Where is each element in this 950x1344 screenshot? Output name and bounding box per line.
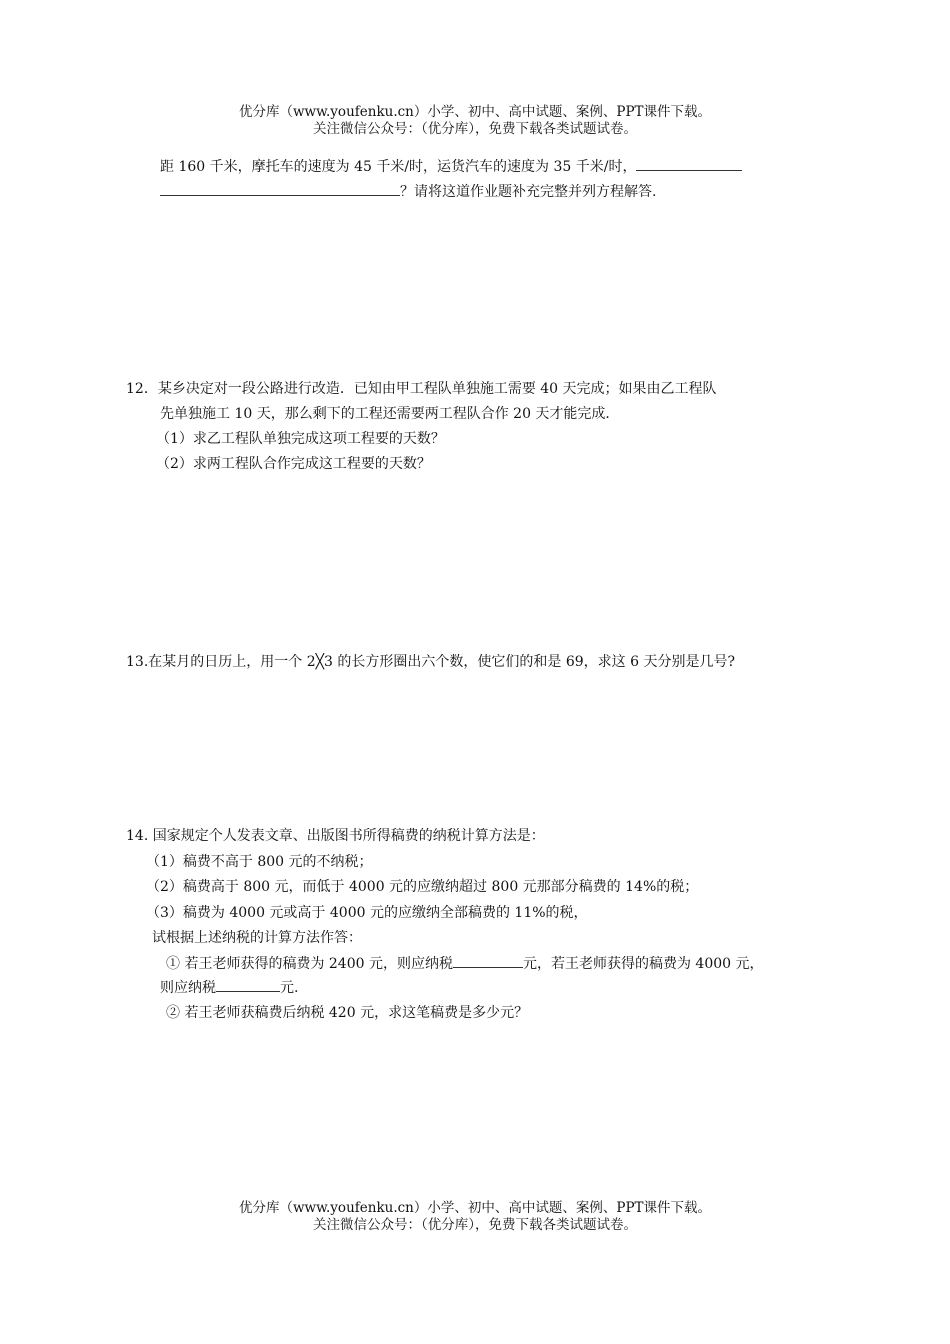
q14-part-1-line-1 bbox=[166, 953, 764, 974]
q14-rule-1: （1）稿费不高于 800 元的不纳税； bbox=[146, 854, 373, 870]
footer-line-1: 优分库（www.youfenku.cn）小学、初中、高中试题、案例、PPT课件下载。 bbox=[238, 1200, 712, 1216]
footer-line-2: 关注微信公众号：（优分库），免费下载各类试题试卷。 bbox=[313, 1217, 637, 1233]
q13-line-1: 13.在某月的日历上，用一个 2╳3 的长方形圈出六个数，使它们的和是 69，求这 6 天分别是几号? bbox=[126, 654, 735, 670]
header-line-2: 关注微信公众号：（优分库），免费下载各类试题试卷。 bbox=[313, 121, 637, 137]
q11-text-2: ？请将这道作业题补充完整并列方程解答. bbox=[400, 184, 657, 200]
q11-line-1 bbox=[160, 156, 742, 177]
q14-answer-blank-2[interactable] bbox=[216, 977, 280, 992]
q14-part-1-text-a: ① 若王老师获得的稿费为 2400 元，则应纳税 bbox=[166, 956, 453, 972]
q11-answer-blank-2[interactable] bbox=[160, 181, 400, 196]
q14-part-2: ② 若王老师获稿费后纳税 420 元，求这笔稿费是多少元？ bbox=[166, 1005, 529, 1021]
q11-text-1: 距 160 千米，摩托车的速度为 45 千米/时，运货汽车的速度为 35 千米/时， bbox=[160, 159, 637, 175]
q14-part-1-text-b: 元，若王老师获得的稿费为 4000 元， bbox=[522, 956, 764, 972]
q12-line-2: 先单独施工 10 天，那么剩下的工程还需要两工程队合作 20 天才能完成． bbox=[160, 406, 620, 422]
header-line-1: 优分库（www.youfenku.cn）小学、初中、高中试题、案例、PPT课件下载。 bbox=[238, 104, 712, 120]
q11-line-2 bbox=[160, 181, 656, 202]
q14-instruction: 试根据上述纳税的计算方法作答： bbox=[152, 930, 362, 946]
q12-sub-question-1: （1）求乙工程队单独完成这项工程要的天数？ bbox=[156, 431, 445, 447]
q14-line-1: 14. 国家规定个人发表文章、出版图书所得稿费的纳税计算方法是： bbox=[126, 828, 545, 844]
q14-part-1-text-d: 元. bbox=[280, 980, 299, 996]
q14-rule-2: （2）稿费高于 800 元，而低于 4000 元的应缴纳超过 800 元那部分稿费的 14%的税； bbox=[146, 879, 699, 895]
q14-part-1-text-c: 则应纳税 bbox=[160, 980, 216, 996]
q12-sub-question-2: （2）求两工程队合作完成这工程要的天数？ bbox=[156, 456, 431, 472]
q11-answer-blank-1[interactable] bbox=[636, 156, 742, 171]
q14-rule-3: （3）稿费为 4000 元或高于 4000 元的应缴纳全部稿费的 11%的税， bbox=[146, 905, 588, 921]
q14-part-1-line-2 bbox=[160, 977, 298, 998]
q14-answer-blank-1[interactable] bbox=[453, 953, 523, 968]
q12-line-1: 12．某乡决定对一段公路进行改造．已知由甲工程队单独施工需要 40 天完成；如果由乙工程队 bbox=[126, 381, 717, 397]
